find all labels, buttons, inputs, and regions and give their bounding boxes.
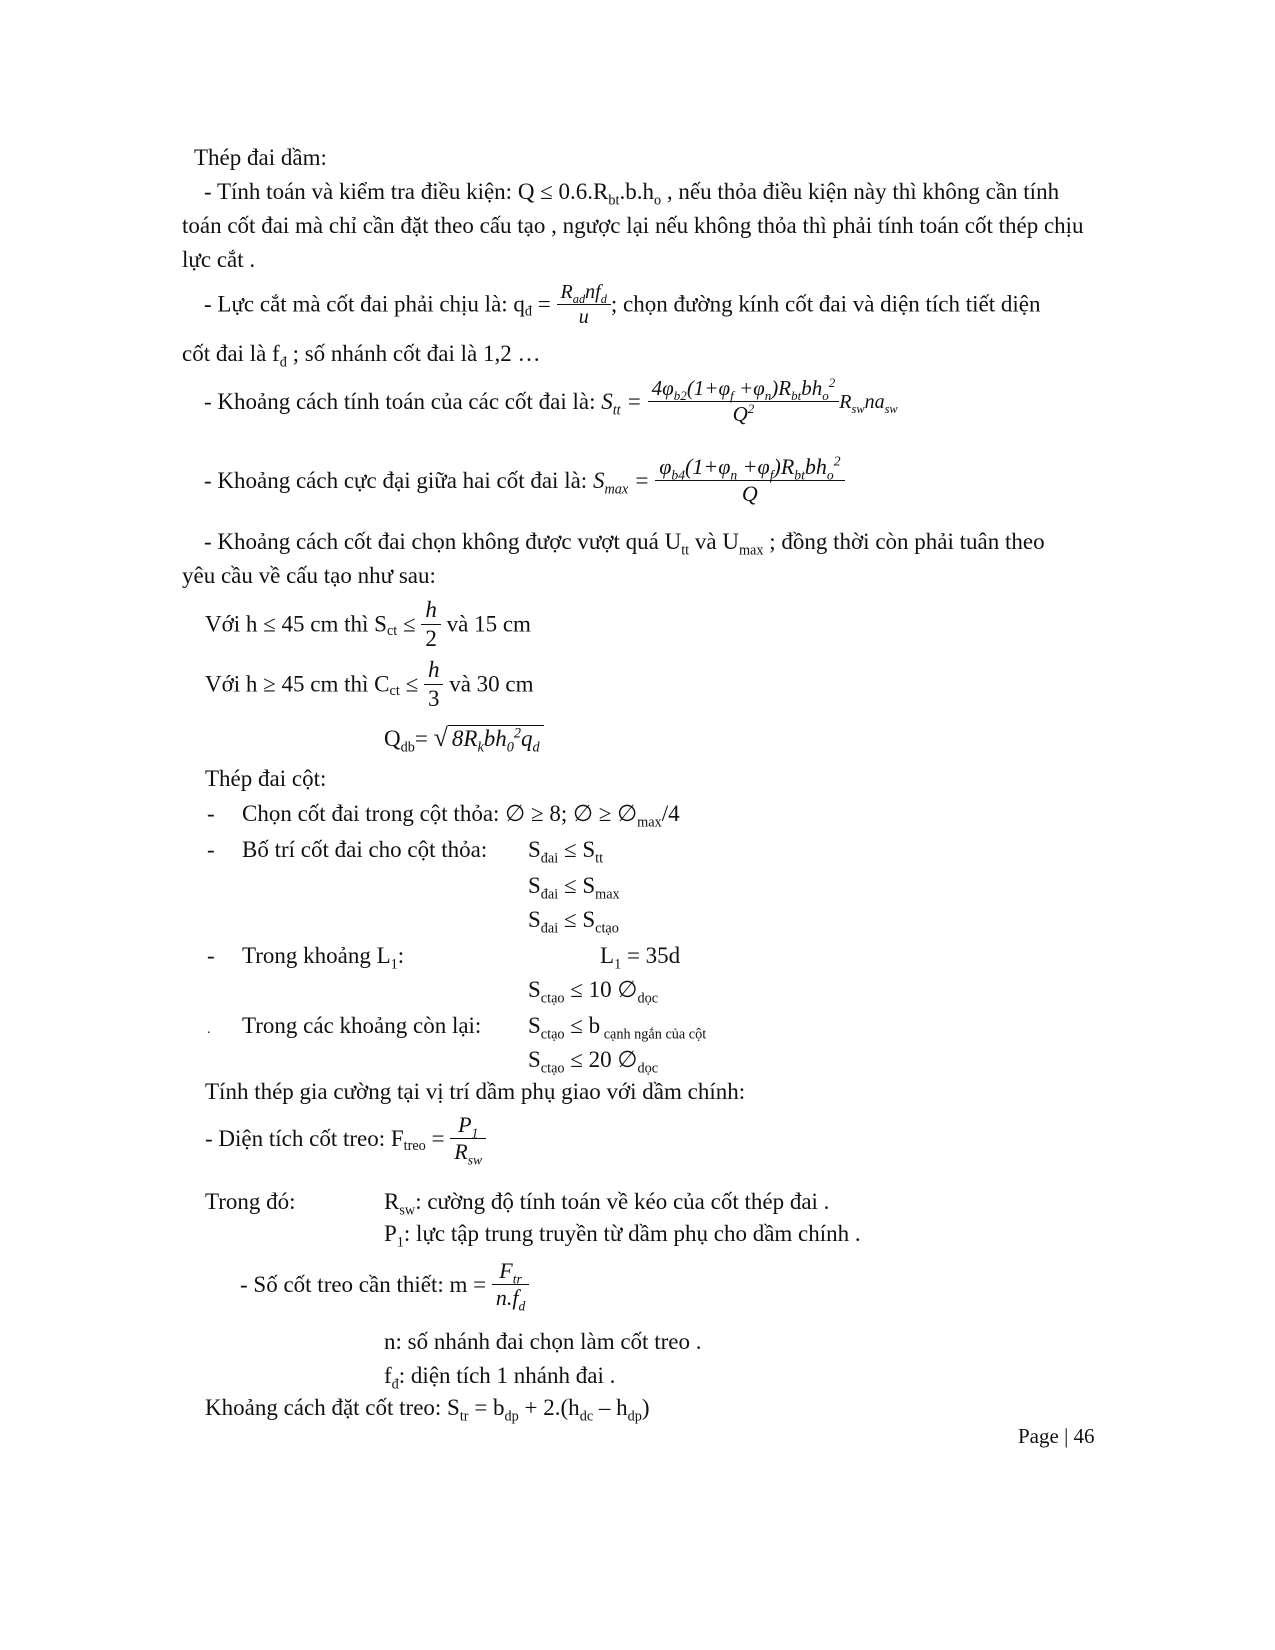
bullet-3: - Trong khoảng $L_1$: xyxy=(207,943,405,973)
hanger-spacing-line: Khoảng cách đặt cốt treo: $S_{tr} = b_{dp} + 2.(h_{dc} - h_{dp})$ xyxy=(205,1395,650,1425)
smax-fraction: $\frac{\varphi_{b4}(1+\varphi_n +\varphi_f)R_{bt}bh_o^2}{Q}$ xyxy=(655,454,844,508)
text-line-2: toán cốt đai mà chỉ cần đặt theo cấu tạo , ngược lại nếu không thỏa thì phải tính toán cốt thép chịu xyxy=(182,213,1084,238)
rsw-definition: $R_{sw}$: cường độ tính toán về kéo của cốt thép đai . xyxy=(384,1189,830,1219)
heading-reinforcement: Tính thép gia cường tại vị trí dầm phụ giao với dầm chính: xyxy=(205,1079,746,1104)
condition-2: Với h ≥ 45 cm thì $C_{ct}$ ≤ $\frac{h}{3}$ và 30 cm xyxy=(205,657,534,711)
text-line-8: - Khoảng cách cốt đai chọn không được vượt quá $U_{tt}$ và $U_{max}$ ; đồng thời còn phải tuân theo xyxy=(204,529,1045,559)
stt-formula-line: - Khoảng cách tính toán của các cốt đai là: $S_{tt}$ = $\frac{4\varphi_{b2}(1+\varphi_f +\varphi_n)R_{bt}bh_o^2}{Q^2}$ $R_{sw}na_{sw}$ xyxy=(204,375,898,427)
page-number: Page | 46 xyxy=(1018,1424,1095,1448)
hanger-count-line: - Số cốt treo cần thiết: m = $\frac{F_{tr}}{n.f_d}$ xyxy=(240,1258,529,1312)
sctao-cond-2: $S_{ctạo} \le b$ $_{cạnh ngắn của cột}$ xyxy=(528,1013,707,1043)
text-line-9: yêu cầu về cấu tạo như sau: xyxy=(182,563,436,588)
fd-definition: $f_đ$: diện tích 1 nhánh đai . xyxy=(384,1363,616,1393)
spacing-cond-3: $S_{đai} \le S_{ctạo}$ xyxy=(528,907,619,937)
trong-do-label: Trong đó: xyxy=(205,1189,296,1214)
text-line-1: - Tính toán và kiểm tra điều kiện: $Q \le 0.6.R_{bt}.b.h_o$ , nếu thỏa điều kiện này thì không cần tính xyxy=(204,179,1060,209)
heading-column-stirrup: Thép đai cột: xyxy=(205,766,327,791)
text-line-3: lực cắt . xyxy=(182,247,256,272)
qdb-formula: $Q_{db}=$ √ $8R_kbh_0^2q_d$ xyxy=(384,722,544,753)
sctao-cond-1: $S_{ctạo} \le 10$ $\emptyset_{dọc}$ xyxy=(528,977,659,1007)
heading-beam-stirrup: Thép đai dầm: xyxy=(194,145,327,170)
condition-1: Với h ≤ 45 cm thì $S_{ct}$ ≤ $\frac{h}{2}$ và 15 cm xyxy=(205,597,531,651)
bullet-4: . Trong các khoảng còn lại: xyxy=(207,1013,482,1038)
text-line-5: cốt đai là $f_đ$ ; số nhánh cốt đai là 1,2 … xyxy=(182,341,541,371)
shear-force-line: - Lực cắt mà cốt đai phải chịu là: $q_đ$ = $\frac{R_{ad}nf_d}{u}$ ; chọn đường kính cốt đai và diện tích tiết diện xyxy=(204,281,1041,328)
l1-formula: $L_1 = 35d$ xyxy=(600,943,681,973)
qd-fraction: $\frac{R_{ad}nf_d}{u}$ xyxy=(557,280,611,329)
smax-formula-line: - Khoảng cách cực đại giữa hai cốt đai là: $S_{max}$ = $\frac{\varphi_{b4}(1+\varphi_n +\varphi_f)R_{bt}bh_o^2}{Q}$ xyxy=(204,454,845,508)
spacing-cond-2: $S_{đai} \le S_{max}$ xyxy=(528,873,620,903)
p1-definition: $P_1$: lực tập trung truyền từ dầm phụ cho dầm chính . xyxy=(384,1221,861,1251)
n-definition: n: số nhánh đai chọn làm cốt treo . xyxy=(384,1329,702,1354)
hanger-area-line: - Diện tích cốt treo: $F_{treo}$ = $\frac{P_1}{R_{sw}}$ xyxy=(205,1112,486,1166)
spacing-cond-1: $S_{đai} \le S_{tt}$ xyxy=(528,837,604,867)
bullet-1: - Chọn cốt đai trong cột thỏa: ∅ ≥ 8; ∅ ≥ $\emptyset_{max}/4$ xyxy=(207,801,680,831)
sctao-cond-3: $S_{ctạo} \le 20$ $\emptyset_{dọc}$ xyxy=(528,1047,659,1077)
stt-fraction: $\frac{4\varphi_{b2}(1+\varphi_f +\varphi_n)R_{bt}bh_o^2}{Q^2}$ xyxy=(648,376,840,427)
bullet-2: - Bố trí cốt đai cho cột thỏa: xyxy=(207,837,488,862)
